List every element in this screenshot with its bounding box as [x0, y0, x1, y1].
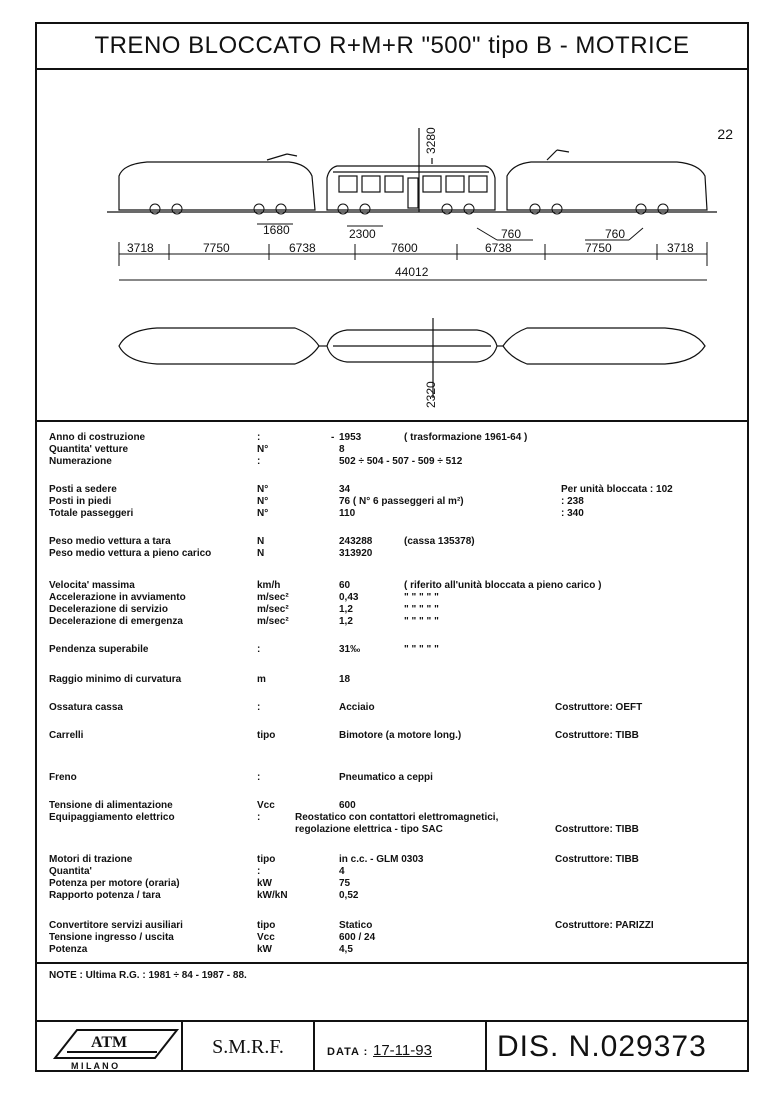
spec-extra: (cassa 135378): [404, 536, 475, 547]
dim-overhang-2: 760: [605, 227, 626, 241]
spec-value: 60: [339, 580, 351, 591]
spec-right: : 238: [561, 496, 584, 507]
date-value: 17-11-93: [373, 1042, 432, 1059]
dim-bogie-center: 2300: [349, 227, 376, 241]
spec-label: Convertitore servizi ausiliari: [49, 920, 183, 931]
spec-label: Carrelli: [49, 730, 84, 741]
spec-prefix: -: [331, 432, 335, 443]
spec-unit: N°: [257, 496, 269, 507]
spec-unit: m: [257, 674, 266, 685]
spec-unit: Vcc: [257, 800, 275, 811]
spec-label: Potenza: [49, 944, 88, 955]
spec-extra: " " " " ": [404, 644, 439, 655]
spec-unit: tipo: [257, 920, 276, 931]
spec-extra: " " " " ": [404, 592, 439, 603]
spec-value: 0,52: [339, 890, 359, 901]
spec-unit: N°: [257, 484, 269, 495]
drawing-number: DIS. N.029373: [497, 1030, 707, 1063]
spec-label: Tensione di alimentazione: [49, 800, 173, 811]
side-view: [107, 128, 717, 214]
spec-value: Acciaio: [339, 702, 375, 713]
spec-extra: " " " " ": [404, 616, 439, 627]
dim-row-2: 7750: [203, 241, 230, 255]
spec-value: 110: [339, 508, 356, 519]
notes-text: NOTE : Ultima R.G. : 1981 ÷ 84 - 1987 - 88.: [49, 970, 247, 981]
spec-label: Equipaggiamento elettrico: [49, 812, 175, 823]
spec-unit: :: [257, 456, 261, 467]
spec-label: Raggio minimo di curvatura: [49, 674, 182, 685]
page-title: TRENO BLOCCATO R+M+R "500" tipo B - MOTRICE: [94, 32, 690, 59]
spec-unit: :: [257, 866, 261, 877]
spec-value: Statico: [339, 920, 373, 931]
date-label: DATA :: [327, 1046, 369, 1058]
spec-unit: :: [257, 432, 261, 443]
spec-value: 4: [339, 866, 345, 877]
total-length: 44012: [395, 265, 429, 279]
spec-value: 313920: [339, 548, 373, 559]
spec-value: 600: [339, 800, 356, 811]
spec-label: Pendenza superabile: [49, 644, 149, 655]
spec-label: Anno di costruzione: [49, 432, 146, 443]
spec-label: Rapporto potenza / tara: [49, 890, 161, 901]
spec-value: Reostatico con contattori elettromagnetici,: [295, 812, 499, 823]
technical-drawing: [37, 68, 747, 422]
spec-label: Tensione ingresso / uscita: [49, 932, 174, 943]
spec-label: Potenza per motore (oraria): [49, 878, 180, 889]
spec-label: Accelerazione in avviamento: [49, 592, 186, 603]
spec-label: Decelerazione di servizio: [49, 604, 168, 615]
spec-unit: Vcc: [257, 932, 275, 943]
spec-unit: tipo: [257, 854, 276, 865]
spec-right: Costruttore: TIBB: [555, 730, 639, 741]
spec-value: 502 ÷ 504 - 507 - 509 ÷ 512: [339, 456, 463, 467]
spec-label: Numerazione: [49, 456, 112, 467]
spec-label: Quantita': [49, 866, 92, 877]
title-box: [37, 24, 747, 70]
spec-unit: km/h: [257, 580, 281, 591]
spec-unit: N: [257, 536, 265, 547]
spec-label: Peso medio vettura a pieno carico: [49, 548, 212, 559]
spec-value: in c.c. - GLM 0303: [339, 854, 424, 865]
spec-unit: :: [257, 812, 261, 823]
title-block: [37, 1020, 747, 1072]
spec-value: 75: [339, 878, 351, 889]
logo-text: ATM: [91, 1034, 128, 1051]
spec-right: : 340: [561, 508, 584, 519]
spec-right: Per unità bloccata : 102: [561, 484, 673, 495]
spec-label: Quantita' vetture: [49, 444, 129, 455]
spec-label: Totale passeggeri: [49, 508, 134, 519]
plan-view: [119, 318, 705, 398]
spec-right: Costruttore: TIBB: [555, 854, 639, 865]
spec-value: 243288: [339, 536, 373, 547]
dim-row-4: 7600: [391, 241, 418, 255]
spec-value: 1953: [339, 432, 362, 443]
dim-overhang-1: 760: [501, 227, 522, 241]
dim-row-1: 3718: [127, 241, 154, 255]
spec-unit: :: [257, 702, 261, 713]
spec-unit: :: [257, 644, 261, 655]
spec-value: 600 / 24: [339, 932, 376, 943]
spec-unit: N°: [257, 508, 269, 519]
atm-logo-graphic: [37, 1022, 181, 1072]
spec-right: Costruttore: TIBB: [555, 824, 639, 835]
spec-unit: :: [257, 772, 261, 783]
spec-value: 31‰: [339, 644, 361, 655]
spec-label: Motori di trazione: [49, 854, 133, 865]
spec-value: 1,2: [339, 604, 353, 615]
dim-row-5: 6738: [485, 241, 512, 255]
spec-value: 34: [339, 484, 351, 495]
spec-value: 1,2: [339, 616, 353, 627]
spec-label: Freno: [49, 772, 77, 783]
spec-label: Posti a sedere: [49, 484, 117, 495]
spec-value: regolazione elettrica - tipo SAC: [295, 824, 443, 835]
spec-label: Velocita' massima: [49, 580, 135, 591]
page-number: 22: [717, 126, 733, 142]
atm-logo: [37, 1022, 183, 1072]
spec-value: 4,5: [339, 944, 353, 955]
spec-value: Bimotore (a motore long.): [339, 730, 462, 741]
spec-unit: kW/kN: [257, 890, 288, 901]
height-dimension: 3280: [424, 127, 438, 154]
spec-extra: " " " " ": [404, 604, 439, 615]
spec-unit: kW: [257, 878, 272, 889]
train-drawing-svg: [37, 68, 747, 420]
dim-row-6: 7750: [585, 241, 612, 255]
dim-row-3: 6738: [289, 241, 316, 255]
dim-row-7: 3718: [667, 241, 694, 255]
spec-extra: ( trasformazione 1961-64 ): [404, 432, 528, 443]
organization: S.M.R.F.: [183, 1022, 315, 1072]
spec-label: Peso medio vettura a tara: [49, 536, 171, 547]
spec-label: Posti in piedi: [49, 496, 112, 507]
spec-value: 8: [339, 444, 345, 455]
dim-bogie-left: 1680: [263, 223, 290, 237]
spec-unit: m/sec²: [257, 616, 289, 627]
spec-value: 0,43: [339, 592, 359, 603]
date-block: [315, 1022, 487, 1072]
width-dimension: 2320: [424, 381, 438, 408]
spec-unit: m/sec²: [257, 592, 289, 603]
spec-value: 18: [339, 674, 351, 685]
spec-value: Pneumatico a ceppi: [339, 772, 433, 783]
spec-label: Decelerazione di emergenza: [49, 616, 183, 627]
logo-city: M I L A N O: [71, 1061, 119, 1071]
spec-label: Ossatura cassa: [49, 702, 123, 713]
spec-value: 76 ( N° 6 passeggeri al m²): [339, 496, 464, 507]
drawing-sheet: [35, 22, 749, 1072]
spec-unit: m/sec²: [257, 604, 289, 615]
spec-unit: tipo: [257, 730, 276, 741]
spec-unit: N°: [257, 444, 269, 455]
spec-right: Costruttore: OEFT: [555, 702, 643, 713]
spec-unit: N: [257, 548, 265, 559]
spec-extra: ( riferito all'unità bloccata a pieno carico ): [404, 580, 602, 591]
spec-right: Costruttore: PARIZZI: [555, 920, 654, 931]
spec-unit: kW: [257, 944, 272, 955]
